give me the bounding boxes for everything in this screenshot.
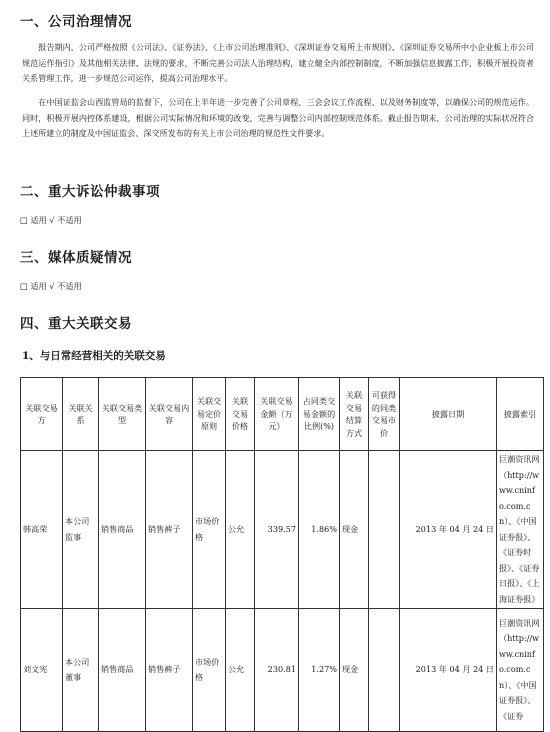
column-header: 关联交易定价原则 [193,378,226,451]
section-title-governance: 一、公司治理情况 [20,14,132,30]
table-row [21,609,544,732]
cell-type: 销售商品 [99,451,146,609]
column-header: 可获得的同类交易市价 [369,378,400,451]
cell-party: 刘文宪 [21,609,63,732]
column-header: 关联关系 [63,378,99,451]
cell-market-price [369,609,400,732]
column-header: 关联交易内容 [146,378,193,451]
applicability-media: □ 适用 √ 不适用 [20,281,82,291]
column-header: 披露索引 [497,378,544,451]
cell-disclosure-index: 巨潮资讯网（http://www.cninfo.com.cn）、《中国证券报》、《证券时报》、《证券日报》、《上海证券报》 [497,451,544,609]
cell-relation: 本公司监事 [63,451,99,609]
paragraph-governance-1: 报告期内，公司严格按照《公司法》、《证券法》、《上市公司治理准则》、《深圳证券交易所上市规则》、《深圳证券交易所中小企业板上市公司规范运作指引》及其他相关法律、法规的要求，不断完善公司法人治理结构，建立健全内部控制制度，不断加强信息披露工作，积极开展投资者关系管理工作，进一步规范公司运作，提高公司治理水平。 [22,42,534,84]
cell-disclosure-date: 2013 年 04 月 24 日 [400,609,497,732]
cell-price: 公允 [226,609,255,732]
cell-amount: 339.57 [255,451,299,609]
table-header-row [21,378,544,451]
column-header: 关联交易金额（万元） [255,378,299,451]
cell-settlement: 现金 [340,451,369,609]
related-transactions-table [20,377,544,732]
table-row [21,451,544,609]
cell-disclosure-index: 巨潮资讯网（http://www.cninfo.com.cn）、《中国证券报》、《证券 [497,609,544,732]
column-header: 关联交易价格 [226,378,255,451]
cell-price: 公允 [226,451,255,609]
cell-party: 韩高荣 [21,451,63,609]
cell-ratio: 1.86% [299,451,340,609]
column-header: 关联交易类型 [99,378,146,451]
cell-relation: 本公司董事 [63,609,99,732]
section-title-litigation: 二、重大诉讼仲裁事项 [20,184,160,200]
section-title-related-transactions: 四、重大关联交易 [20,316,132,332]
column-header: 占同类交易金额的比例(%) [299,378,340,451]
column-header: 关联交易方 [21,378,63,451]
cell-ratio: 1.27% [299,609,340,732]
subsection-title-daily-transactions: 1、与日常经营相关的关联交易 [22,350,166,362]
cell-settlement: 现金 [340,609,369,732]
cell-pricing: 市场价格 [193,609,226,732]
applicability-litigation: □ 适用 √ 不适用 [20,215,82,225]
cell-type: 销售商品 [99,609,146,732]
cell-content: 销售裤子 [146,609,193,732]
column-header: 关联交易结算方式 [340,378,369,451]
paragraph-governance-2: 在中国证监会山西监管局的监督下，公司在上半年进一步完善了公司章程、三会会议工作流程、以及财务制度等，以确保公司的规范运作。同时，积极开展内控体系建设，根据公司实际情况和环境的改变，完善与调整公司内部控制规范体系。截止报告期末，公司治理的实际状况符合上述所建立的制度及中国证监会、深交所发布的有关上市公司治理的规范性文件要求。 [22,97,534,139]
cell-pricing: 市场价格 [193,451,226,609]
cell-market-price [369,451,400,609]
section-title-media: 三、媒体质疑情况 [20,250,132,266]
cell-disclosure-date: 2013 年 04 月 24 日 [400,451,497,609]
cell-amount: 230.81 [255,609,299,732]
column-header: 披露日期 [400,378,497,451]
cell-content: 销售裤子 [146,451,193,609]
